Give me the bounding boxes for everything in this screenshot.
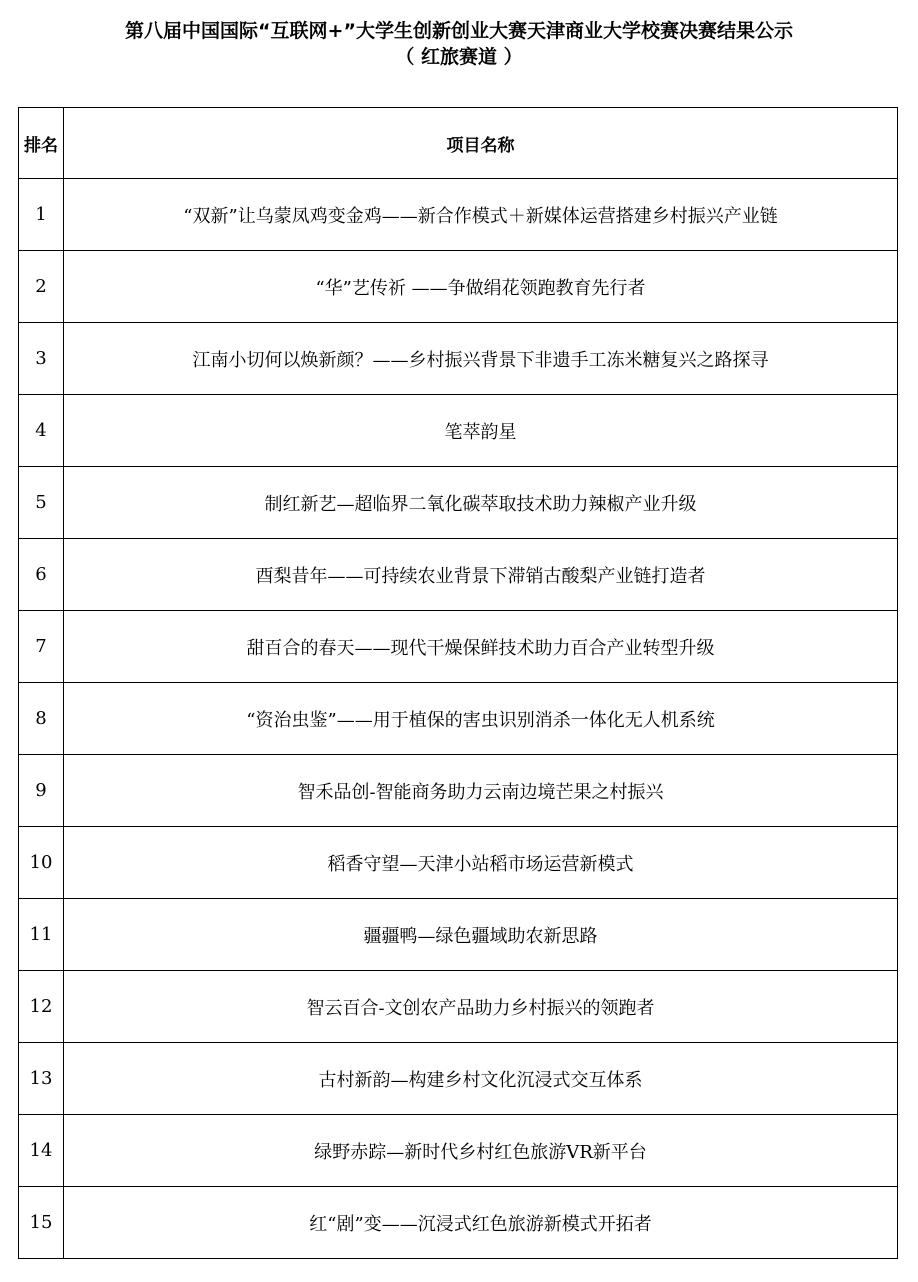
project-name-cell: “资治虫鉴”——用于植保的害虫识别消杀一体化无人机系统: [64, 683, 898, 755]
rank-cell: 5: [19, 467, 64, 539]
table-header-row: [19, 108, 898, 179]
rank-cell: 8: [19, 683, 64, 755]
table-row: [19, 1187, 898, 1259]
rank-cell: 10: [19, 827, 64, 899]
project-name-cell: 绿野赤踪—新时代乡村红色旅游VR新平台: [64, 1115, 898, 1187]
project-name-cell: 酉梨昔年——可持续农业背景下滞销古酸梨产业链打造者: [64, 539, 898, 611]
project-name-column-header: 项目名称: [64, 108, 898, 179]
rank-cell: 15: [19, 1187, 64, 1259]
project-name-cell: 智云百合-文创农产品助力乡村振兴的领跑者: [64, 971, 898, 1043]
document-title: [0, 18, 918, 70]
table-row: [19, 323, 898, 395]
table-row: [19, 1115, 898, 1187]
project-name-cell: 红“剧”变——沉浸式红色旅游新模式开拓者: [64, 1187, 898, 1259]
rank-cell: 9: [19, 755, 64, 827]
table-row: [19, 827, 898, 899]
table-row: [19, 1043, 898, 1115]
table-row: [19, 755, 898, 827]
rank-cell: 13: [19, 1043, 64, 1115]
project-name-cell: 疆疆鸭—绿色疆域助农新思路: [64, 899, 898, 971]
rank-cell: 1: [19, 179, 64, 251]
rank-cell: 14: [19, 1115, 64, 1187]
rank-column-header: 排名: [19, 108, 64, 179]
table-row: [19, 971, 898, 1043]
rank-cell: 7: [19, 611, 64, 683]
rank-cell: 3: [19, 323, 64, 395]
project-name-cell: 稻香守望—天津小站稻市场运营新模式: [64, 827, 898, 899]
table-row: [19, 539, 898, 611]
project-name-cell: 甜百合的春天——现代干燥保鲜技术助力百合产业转型升级: [64, 611, 898, 683]
project-name-cell: 制红新艺—超临界二氧化碳萃取技术助力辣椒产业升级: [64, 467, 898, 539]
project-name-cell: 智禾品创-智能商务助力云南边境芒果之村振兴: [64, 755, 898, 827]
rank-cell: 6: [19, 539, 64, 611]
results-table: [18, 107, 898, 1259]
project-name-cell: 江南小切何以焕新颜？——乡村振兴背景下非遗手工冻米糖复兴之路探寻: [64, 323, 898, 395]
rank-cell: 12: [19, 971, 64, 1043]
table-row: [19, 467, 898, 539]
table-row: [19, 395, 898, 467]
table-row: [19, 179, 898, 251]
table-row: [19, 683, 898, 755]
title-line-track: （ 红旅赛道 ）: [395, 46, 523, 68]
table-row: [19, 611, 898, 683]
project-name-cell: 古村新韵—构建乡村文化沉浸式交互体系: [64, 1043, 898, 1115]
rank-cell: 11: [19, 899, 64, 971]
table-row: [19, 251, 898, 323]
rank-cell: 2: [19, 251, 64, 323]
project-name-cell: “华”艺传祈 ——争做绢花领跑教育先行者: [64, 251, 898, 323]
title-line-main: 第八届中国国际“互联网+”大学生创新创业大赛天津商业大学校赛决赛结果公示: [125, 20, 793, 42]
project-name-cell: 笔萃韵星: [64, 395, 898, 467]
project-name-cell: “双新”让乌蒙凤鸡变金鸡——新合作模式＋新媒体运营搭建乡村振兴产业链: [64, 179, 898, 251]
table-row: [19, 899, 898, 971]
rank-cell: 4: [19, 395, 64, 467]
